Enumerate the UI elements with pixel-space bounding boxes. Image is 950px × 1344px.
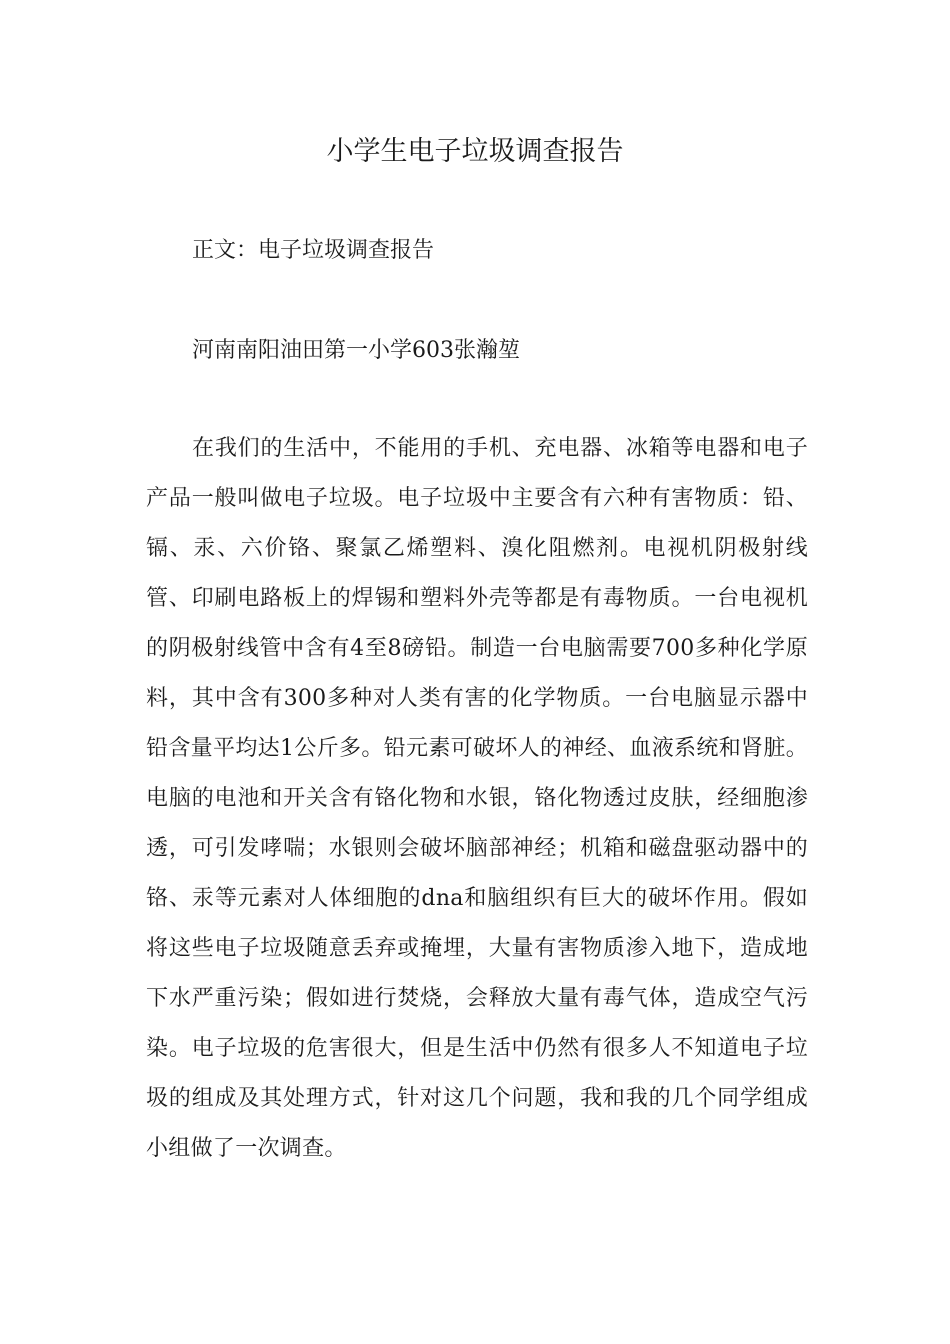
document-subtitle: 正文：电子垃圾调查报告 [192, 238, 435, 263]
author-line: 河南南阳油田第一小学603张瀚堃 [192, 338, 520, 363]
document-title: 小学生电子垃圾调查报告 [326, 136, 624, 167]
body-paragraph: 在我们的生活中，不能用的手机、充电器、冰箱等电器和电子产品一般叫做电子垃圾。电子垃圾中主要含有六种有害物质：铅、镉、汞、六价铬、聚氯乙烯塑料、溴化阻燃剂。电视机阴极射线管、印刷电路板上的焊锡和塑料外壳等都是有毒物质。一台电视机的阴极射线管中含有4至8磅铅。制造一台电脑需要700多种化学原料，其中含有300多种对人类有害的化学物质。一台电脑显示器中铅含量平均达1公斤多。铅元素可破坏人的神经、血液系统和肾脏。电脑的电池和开关含有铬化物和水银，铬化物透过皮肤，经细胞渗透，可引发哮喘；水银则会破坏脑部神经；机箱和磁盘驱动器中的铬、汞等元素对人体细胞的dna和脑组织有巨大的破坏作用。假如将这些电子垃圾随意丢弃或掩埋，大量有害物质渗入地下，造成地下水严重污染；假如进行焚烧，会释放大量有毒气体，造成空气污染。电子垃圾的危害很大，但是生活中仍然有很多人不知道电子垃圾的组成及其处理方式，针对这几个问题，我和我的几个同学组成小组做了一次调查。 [146, 436, 808, 1161]
